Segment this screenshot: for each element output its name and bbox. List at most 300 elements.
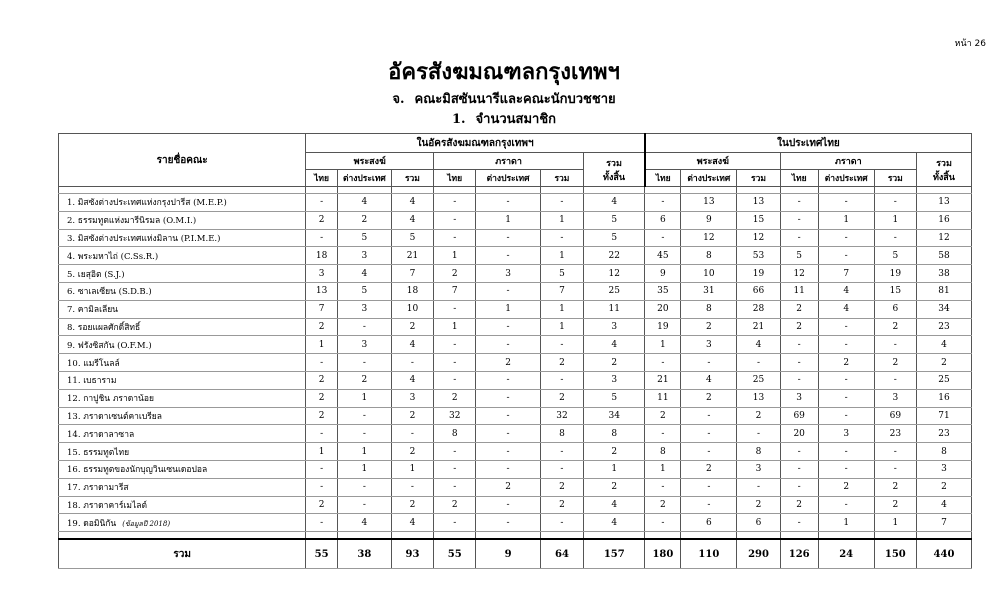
value-cell: 5: [584, 389, 645, 407]
value-cell: -: [818, 443, 874, 461]
value-cell: -: [681, 425, 737, 443]
spacer-cell: [584, 532, 645, 540]
value-cell: -: [780, 460, 818, 478]
value-cell: 31: [681, 282, 737, 300]
total-value-cell: 64: [540, 539, 583, 569]
value-cell: 1: [540, 211, 583, 229]
grand-total-line1: รวม: [606, 158, 622, 169]
value-cell: 2: [916, 478, 971, 496]
value-cell: 13: [737, 389, 780, 407]
value-cell: -: [476, 407, 540, 425]
value-cell: 3: [780, 389, 818, 407]
value-cell: -: [337, 478, 391, 496]
value-cell: 4: [391, 194, 433, 212]
value-cell: 13: [916, 194, 971, 212]
value-cell: 2: [540, 389, 583, 407]
value-cell: 5: [584, 211, 645, 229]
section-heading: [0, 88, 1008, 109]
value-cell: 4: [584, 514, 645, 532]
table-row: [59, 478, 972, 496]
spacer-cell: [818, 532, 874, 540]
value-cell: 1: [476, 211, 540, 229]
value-cell: -: [476, 282, 540, 300]
value-cell: -: [540, 336, 583, 354]
value-cell: 2: [306, 211, 338, 229]
spacer-cell: [476, 187, 540, 194]
value-cell: -: [476, 336, 540, 354]
value-cell: 19: [737, 265, 780, 283]
value-cell: 81: [916, 282, 971, 300]
spacer-cell: [916, 532, 971, 540]
total-value-cell: 110: [681, 539, 737, 569]
congregation-name: 10. แมรีโนลล์: [67, 358, 120, 369]
total-value-cell: 180: [645, 539, 681, 569]
header-sum: รวม: [874, 170, 916, 187]
value-cell: 3: [916, 460, 971, 478]
total-label: รวม: [59, 539, 306, 569]
table-row: [59, 211, 972, 229]
value-cell: -: [306, 425, 338, 443]
header-thai: ไทย: [645, 170, 681, 187]
value-cell: -: [476, 318, 540, 336]
value-cell: -: [476, 194, 540, 212]
value-cell: -: [306, 194, 338, 212]
table-row: [59, 247, 972, 265]
value-cell: -: [434, 371, 476, 389]
section-letter: จ.: [392, 92, 405, 107]
value-cell: 7: [540, 282, 583, 300]
value-cell: 2: [780, 496, 818, 514]
value-cell: -: [818, 407, 874, 425]
spacer-cell: [737, 187, 780, 194]
grand-total-line2: ทั้งสิ้น: [932, 172, 955, 183]
grand-total-line1: รวม: [936, 158, 952, 169]
value-cell: 10: [681, 265, 737, 283]
value-cell: 3: [584, 371, 645, 389]
value-cell: 8: [681, 247, 737, 265]
value-cell: -: [874, 371, 916, 389]
spacer-row: [59, 187, 972, 194]
value-cell: 22: [584, 247, 645, 265]
value-cell: 69: [780, 407, 818, 425]
value-cell: -: [645, 194, 681, 212]
value-cell: 2: [306, 389, 338, 407]
header-th-brothers: ภราดา: [780, 153, 916, 170]
value-cell: 3: [476, 265, 540, 283]
table-row: [59, 460, 972, 478]
value-cell: -: [306, 460, 338, 478]
congregation-name: 11. เบธาราม: [67, 376, 117, 387]
table-row: [59, 514, 972, 532]
value-cell: 2: [391, 496, 433, 514]
value-cell: 25: [916, 371, 971, 389]
spacer-cell: [59, 187, 306, 194]
value-cell: 18: [391, 282, 433, 300]
spacer-cell: [916, 187, 971, 194]
header-foreign: ต่างประเทศ: [818, 170, 874, 187]
value-cell: 23: [916, 318, 971, 336]
total-value-cell: 157: [584, 539, 645, 569]
value-cell: -: [476, 460, 540, 478]
congregation-name: 19. ดอมินิกัน: [67, 518, 117, 529]
value-cell: -: [645, 514, 681, 532]
table-row: [59, 229, 972, 247]
value-cell: -: [476, 247, 540, 265]
header-bkk-grand-total: [584, 153, 645, 187]
value-cell: 23: [874, 425, 916, 443]
table-row: [59, 354, 972, 372]
value-cell: -: [434, 514, 476, 532]
value-cell: 7: [306, 300, 338, 318]
table-row: [59, 425, 972, 443]
congregation-name: 7. คามิลเลียน: [67, 305, 118, 316]
congregation-name-cell: [59, 300, 306, 318]
header-bkk-brothers: ภราดา: [434, 153, 584, 170]
spacer-cell: [540, 532, 583, 540]
header-thailand: ในประเทศไทย: [645, 134, 972, 153]
spacer-cell: [681, 532, 737, 540]
congregation-name-cell: [59, 265, 306, 283]
table-row: [59, 336, 972, 354]
value-cell: 2: [306, 371, 338, 389]
value-cell: -: [681, 478, 737, 496]
congregation-name-cell: [59, 514, 306, 532]
value-cell: 4: [584, 496, 645, 514]
value-cell: 21: [645, 371, 681, 389]
value-cell: 2: [584, 354, 645, 372]
value-cell: 7: [916, 514, 971, 532]
value-cell: 7: [391, 265, 433, 283]
value-cell: 1: [874, 211, 916, 229]
value-cell: 8: [540, 425, 583, 443]
spacer-cell: [306, 532, 338, 540]
value-cell: 8: [434, 425, 476, 443]
value-cell: -: [391, 425, 433, 443]
value-cell: -: [780, 194, 818, 212]
value-cell: 9: [645, 265, 681, 283]
table-body: [59, 187, 972, 569]
value-cell: 13: [681, 194, 737, 212]
value-cell: -: [818, 371, 874, 389]
value-cell: 2: [737, 407, 780, 425]
value-cell: 4: [337, 194, 391, 212]
value-cell: -: [645, 425, 681, 443]
value-cell: -: [476, 389, 540, 407]
value-cell: 7: [818, 265, 874, 283]
value-cell: 2: [434, 496, 476, 514]
header-sum: รวม: [737, 170, 780, 187]
value-cell: -: [337, 496, 391, 514]
value-cell: 12: [584, 265, 645, 283]
value-cell: 8: [737, 443, 780, 461]
header-sum: รวม: [391, 170, 433, 187]
total-row: [59, 539, 972, 569]
value-cell: 6: [681, 514, 737, 532]
value-cell: 1: [306, 336, 338, 354]
value-cell: 10: [391, 300, 433, 318]
congregation-name: 14. ภราดาลาซาล: [67, 429, 135, 440]
value-cell: -: [337, 318, 391, 336]
value-cell: 5: [874, 247, 916, 265]
value-cell: 6: [737, 514, 780, 532]
value-cell: -: [645, 354, 681, 372]
value-cell: 45: [645, 247, 681, 265]
congregation-name-cell: [59, 194, 306, 212]
table-row: [59, 389, 972, 407]
value-cell: 4: [337, 265, 391, 283]
congregation-name: 6. ซาเลเซียน (S.D.B.): [67, 287, 152, 298]
header-thai: ไทย: [434, 170, 476, 187]
value-cell: 1: [540, 318, 583, 336]
value-cell: 3: [337, 336, 391, 354]
value-cell: -: [337, 425, 391, 443]
spacer-cell: [59, 532, 306, 540]
total-value-cell: 440: [916, 539, 971, 569]
subsection-title: จำนวนสมาชิก: [475, 112, 557, 127]
total-value-cell: 9: [476, 539, 540, 569]
spacer-cell: [681, 187, 737, 194]
value-cell: -: [818, 389, 874, 407]
value-cell: 2: [874, 354, 916, 372]
value-cell: 19: [645, 318, 681, 336]
congregation-name-cell: [59, 389, 306, 407]
congregation-name: 12. กาปูชิน ภราดาน้อย: [67, 394, 154, 405]
value-cell: -: [540, 371, 583, 389]
value-cell: 4: [391, 211, 433, 229]
spacer-cell: [391, 187, 433, 194]
value-cell: 4: [916, 336, 971, 354]
value-cell: -: [434, 354, 476, 372]
value-cell: 2: [645, 496, 681, 514]
value-cell: -: [476, 496, 540, 514]
value-cell: -: [540, 460, 583, 478]
value-cell: 15: [874, 282, 916, 300]
value-cell: 2: [306, 407, 338, 425]
value-cell: 1: [645, 460, 681, 478]
value-cell: 13: [306, 282, 338, 300]
value-cell: 2: [645, 407, 681, 425]
value-cell: -: [874, 443, 916, 461]
spacer-row: [59, 532, 972, 540]
value-cell: -: [737, 425, 780, 443]
value-cell: -: [434, 229, 476, 247]
value-cell: 2: [476, 354, 540, 372]
congregation-name: 16. ธรรมทูตของนักบุญวินเซนเดอปอล: [67, 465, 208, 476]
value-cell: -: [476, 425, 540, 443]
table-row: [59, 407, 972, 425]
value-cell: -: [434, 443, 476, 461]
value-cell: 1: [434, 318, 476, 336]
value-cell: 23: [916, 425, 971, 443]
value-cell: 3: [306, 265, 338, 283]
spacer-cell: [391, 532, 433, 540]
congregation-name-cell: [59, 407, 306, 425]
value-cell: -: [306, 229, 338, 247]
value-cell: 66: [737, 282, 780, 300]
value-cell: -: [681, 407, 737, 425]
value-cell: 34: [916, 300, 971, 318]
header-th-grand-total: [916, 153, 971, 187]
congregation-name: 18. ภราดาคาร์เมไลต์: [67, 500, 147, 511]
value-cell: 4: [584, 336, 645, 354]
value-cell: 16: [916, 211, 971, 229]
value-cell: 6: [874, 300, 916, 318]
spacer-cell: [645, 187, 681, 194]
value-cell: 8: [681, 300, 737, 318]
value-cell: 6: [645, 211, 681, 229]
congregation-name-cell: [59, 354, 306, 372]
value-cell: 1: [584, 460, 645, 478]
value-cell: -: [681, 496, 737, 514]
value-cell: 35: [645, 282, 681, 300]
value-cell: 58: [916, 247, 971, 265]
value-cell: 34: [584, 407, 645, 425]
value-cell: -: [434, 336, 476, 354]
value-cell: 7: [434, 282, 476, 300]
header-bkk-priests: พระสงฆ์: [306, 153, 434, 170]
value-cell: -: [434, 460, 476, 478]
value-cell: 3: [681, 336, 737, 354]
value-cell: 2: [306, 496, 338, 514]
congregation-name: 17. ภราดามารีส: [67, 483, 129, 494]
value-cell: 2: [916, 354, 971, 372]
value-cell: 2: [584, 443, 645, 461]
value-cell: -: [818, 336, 874, 354]
spacer-cell: [874, 532, 916, 540]
value-cell: -: [391, 478, 433, 496]
value-cell: 18: [306, 247, 338, 265]
value-cell: 2: [737, 496, 780, 514]
table-row: [59, 282, 972, 300]
value-cell: 5: [584, 229, 645, 247]
subsection-heading: [0, 108, 1008, 129]
value-cell: 11: [584, 300, 645, 318]
value-cell: 1: [540, 300, 583, 318]
value-cell: -: [540, 443, 583, 461]
value-cell: 1: [337, 460, 391, 478]
value-cell: 5: [780, 247, 818, 265]
congregation-name: 15. ธรรมทูตไทย: [67, 447, 130, 458]
total-value-cell: 126: [780, 539, 818, 569]
value-cell: 2: [337, 371, 391, 389]
spacer-cell: [818, 187, 874, 194]
value-cell: -: [818, 318, 874, 336]
table-row: [59, 496, 972, 514]
value-cell: 20: [645, 300, 681, 318]
value-cell: 2: [780, 318, 818, 336]
congregation-name-cell: [59, 282, 306, 300]
congregation-name: 9. ฟรังซิสกัน (O.F.M.): [67, 340, 152, 351]
congregation-name: 5. เยสุอิต (S.J.): [67, 269, 125, 280]
spacer-cell: [540, 187, 583, 194]
value-cell: 4: [818, 300, 874, 318]
header-bangkok: ในอัครสังฆมณฑลกรุงเทพฯ: [306, 134, 645, 153]
value-cell: -: [391, 354, 433, 372]
value-cell: 1: [818, 514, 874, 532]
total-value-cell: 93: [391, 539, 433, 569]
spacer-cell: [434, 187, 476, 194]
value-cell: 5: [540, 265, 583, 283]
header-foreign: ต่างประเทศ: [476, 170, 540, 187]
value-cell: -: [818, 460, 874, 478]
value-cell: 2: [540, 496, 583, 514]
congregation-name-cell: [59, 247, 306, 265]
value-cell: 2: [681, 460, 737, 478]
value-cell: -: [306, 478, 338, 496]
value-cell: 25: [584, 282, 645, 300]
spacer-cell: [645, 532, 681, 540]
spacer-cell: [306, 187, 338, 194]
congregation-name: 1. มิสซังต่างประเทศแห่งกรุงปารีส (M.E.P.): [67, 198, 227, 209]
value-cell: 12: [737, 229, 780, 247]
value-cell: 32: [434, 407, 476, 425]
value-cell: 2: [337, 211, 391, 229]
value-cell: 1: [337, 389, 391, 407]
value-cell: -: [780, 371, 818, 389]
congregation-name: 4. พระมหาไถ่ (C.Ss.R.): [67, 251, 159, 262]
value-cell: 1: [645, 336, 681, 354]
value-cell: 2: [434, 265, 476, 283]
value-cell: 2: [818, 354, 874, 372]
table-row: [59, 371, 972, 389]
spacer-cell: [434, 532, 476, 540]
header-name-column: รายชื่อคณะ: [59, 134, 306, 187]
value-cell: 4: [737, 336, 780, 354]
value-cell: 38: [916, 265, 971, 283]
value-cell: -: [476, 371, 540, 389]
spacer-cell: [337, 187, 391, 194]
value-cell: -: [874, 229, 916, 247]
value-cell: 8: [916, 443, 971, 461]
value-cell: 12: [681, 229, 737, 247]
value-cell: 12: [916, 229, 971, 247]
value-cell: 4: [391, 336, 433, 354]
value-cell: 1: [874, 514, 916, 532]
header-foreign: ต่างประเทศ: [681, 170, 737, 187]
value-cell: 8: [645, 443, 681, 461]
total-value-cell: 55: [306, 539, 338, 569]
value-cell: 25: [737, 371, 780, 389]
value-cell: 9: [681, 211, 737, 229]
value-cell: -: [874, 336, 916, 354]
spacer-cell: [584, 187, 645, 194]
value-cell: 2: [681, 389, 737, 407]
value-cell: -: [540, 229, 583, 247]
value-cell: 8: [584, 425, 645, 443]
value-cell: -: [681, 443, 737, 461]
value-cell: 2: [434, 389, 476, 407]
value-cell: 2: [780, 300, 818, 318]
value-cell: -: [737, 354, 780, 372]
value-cell: -: [434, 194, 476, 212]
table-row: [59, 265, 972, 283]
value-cell: 4: [916, 496, 971, 514]
value-cell: 15: [737, 211, 780, 229]
value-cell: 28: [737, 300, 780, 318]
value-cell: 3: [391, 389, 433, 407]
section-title: คณะมิสซันนารีและคณะนักบวชชาย: [414, 92, 616, 107]
spacer-cell: [780, 187, 818, 194]
total-value-cell: 24: [818, 539, 874, 569]
value-cell: 21: [737, 318, 780, 336]
header-foreign: ต่างประเทศ: [337, 170, 391, 187]
value-cell: 5: [337, 282, 391, 300]
page-title: อัครสังฆมณฑลกรุงเทพฯ: [388, 59, 620, 85]
congregation-name-cell: [59, 478, 306, 496]
value-cell: 11: [645, 389, 681, 407]
value-cell: -: [306, 514, 338, 532]
value-cell: -: [780, 514, 818, 532]
